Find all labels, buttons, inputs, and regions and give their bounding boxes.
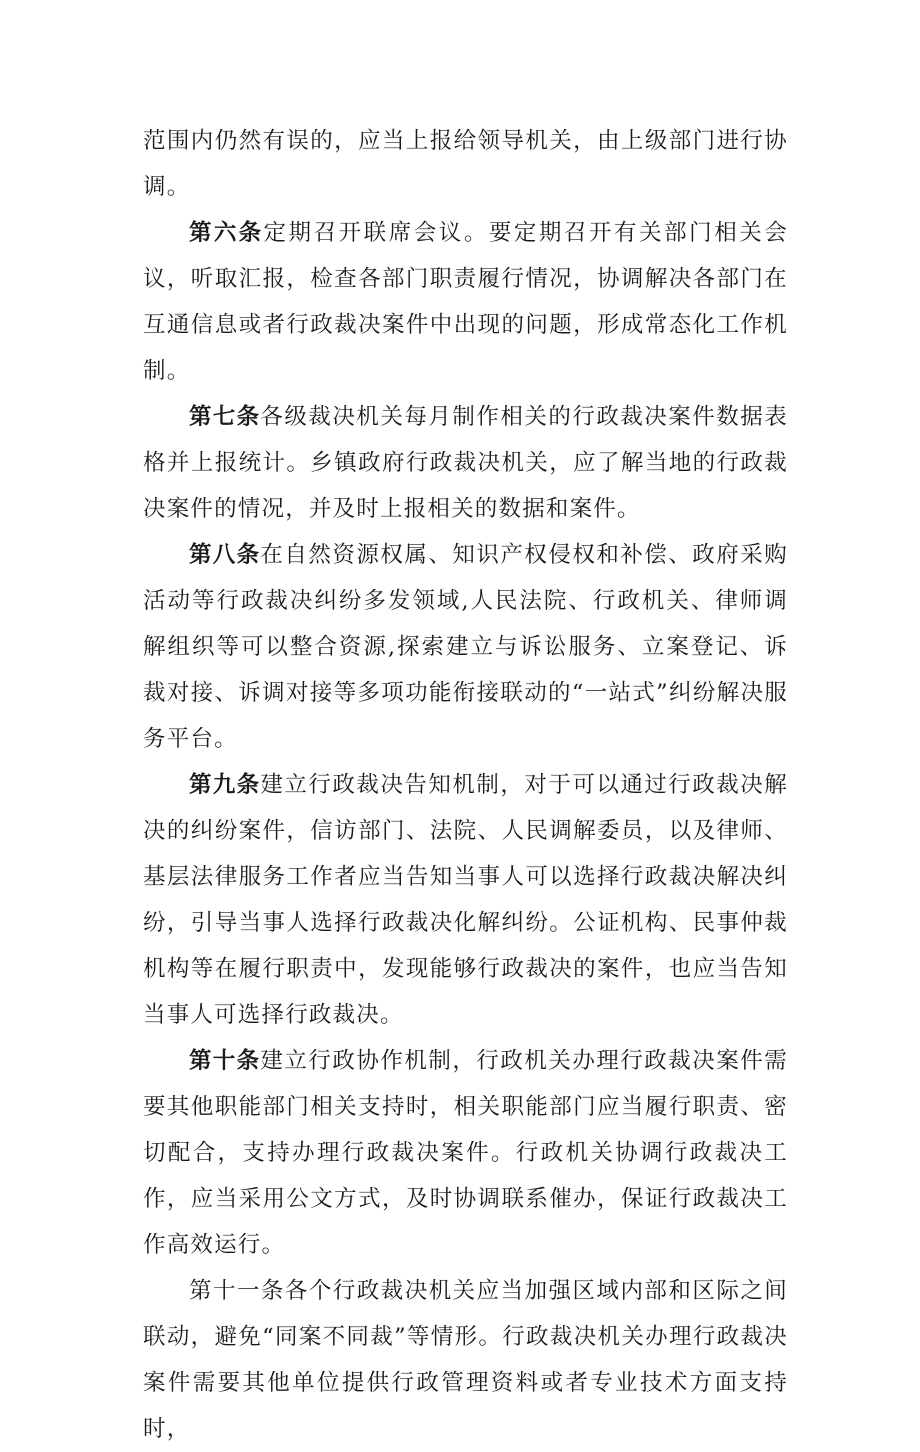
article-body: 第十一条各个行政裁决机关应当加强区域内部和区际之间联动，避免“同案不同裁”等情形。行政裁决机关办理行政裁决案件需要其他单位提供行政管理资料或者专业技术方面支持时， [143, 1278, 788, 1442]
article-11 [143, 1268, 788, 1452]
article-body: 建立行政裁决告知机制，对于可以通过行政裁决解决的纠纷案件，信访部门、法院、人民调解委员，以及律师、基层法律服务工作者应当告知当事人可以选择行政裁决解决纠纷，引导当事人选择行政裁决化解纠纷。公证机构、民事仲裁机构等在履行职责中，发现能够行政裁决的案件，也应当告知当事人可选择行政裁决。 [143, 772, 788, 1028]
article-9 [143, 762, 788, 1038]
article-7 [143, 394, 788, 532]
article-body: 各级裁决机关每月制作相关的行政裁决案件数据表格并上报统计。乡镇政府行政裁决机关，应了解当地的行政裁决案件的情况，并及时上报相关的数据和案件。 [143, 404, 788, 522]
article-8 [143, 532, 788, 762]
paragraph-continuation [143, 118, 788, 210]
article-heading: 第八条 [189, 542, 261, 568]
article-body: 建立行政协作机制，行政机关办理行政裁决案件需要其他职能部门相关支持时，相关职能部门应当履行职责、密切配合，支持办理行政裁决案件。行政机关协调行政裁决工作，应当采用公文方式，及时协调联系催办，保证行政裁决工作高效运行。 [143, 1048, 788, 1258]
article-6 [143, 210, 788, 394]
article-body: 定期召开联席会议。要定期召开有关部门相关会议，听取汇报，检查各部门职责履行情况，协调解决各部门在互通信息或者行政裁决案件中出现的问题，形成常态化工作机制。 [143, 220, 788, 384]
paragraph-text: 范围内仍然有误的，应当上报给领导机关，由上级部门进行协调。 [143, 128, 788, 200]
article-10 [143, 1038, 788, 1268]
article-heading: 第十条 [189, 1048, 261, 1074]
article-heading: 第九条 [189, 772, 261, 798]
article-body: 在自然资源权属、知识产权侵权和补偿、政府采购活动等行政裁决纠纷多发领域,人民法院、行政机关、律师调解组织等可以整合资源,探索建立与诉讼服务、立案登记、诉裁对接、诉调对接等多项功能衔接联动的“一站式”纠纷解决服务平台。 [143, 542, 788, 752]
article-heading: 第七条 [189, 404, 261, 430]
article-heading: 第六条 [189, 220, 264, 246]
document-page [143, 118, 788, 1452]
